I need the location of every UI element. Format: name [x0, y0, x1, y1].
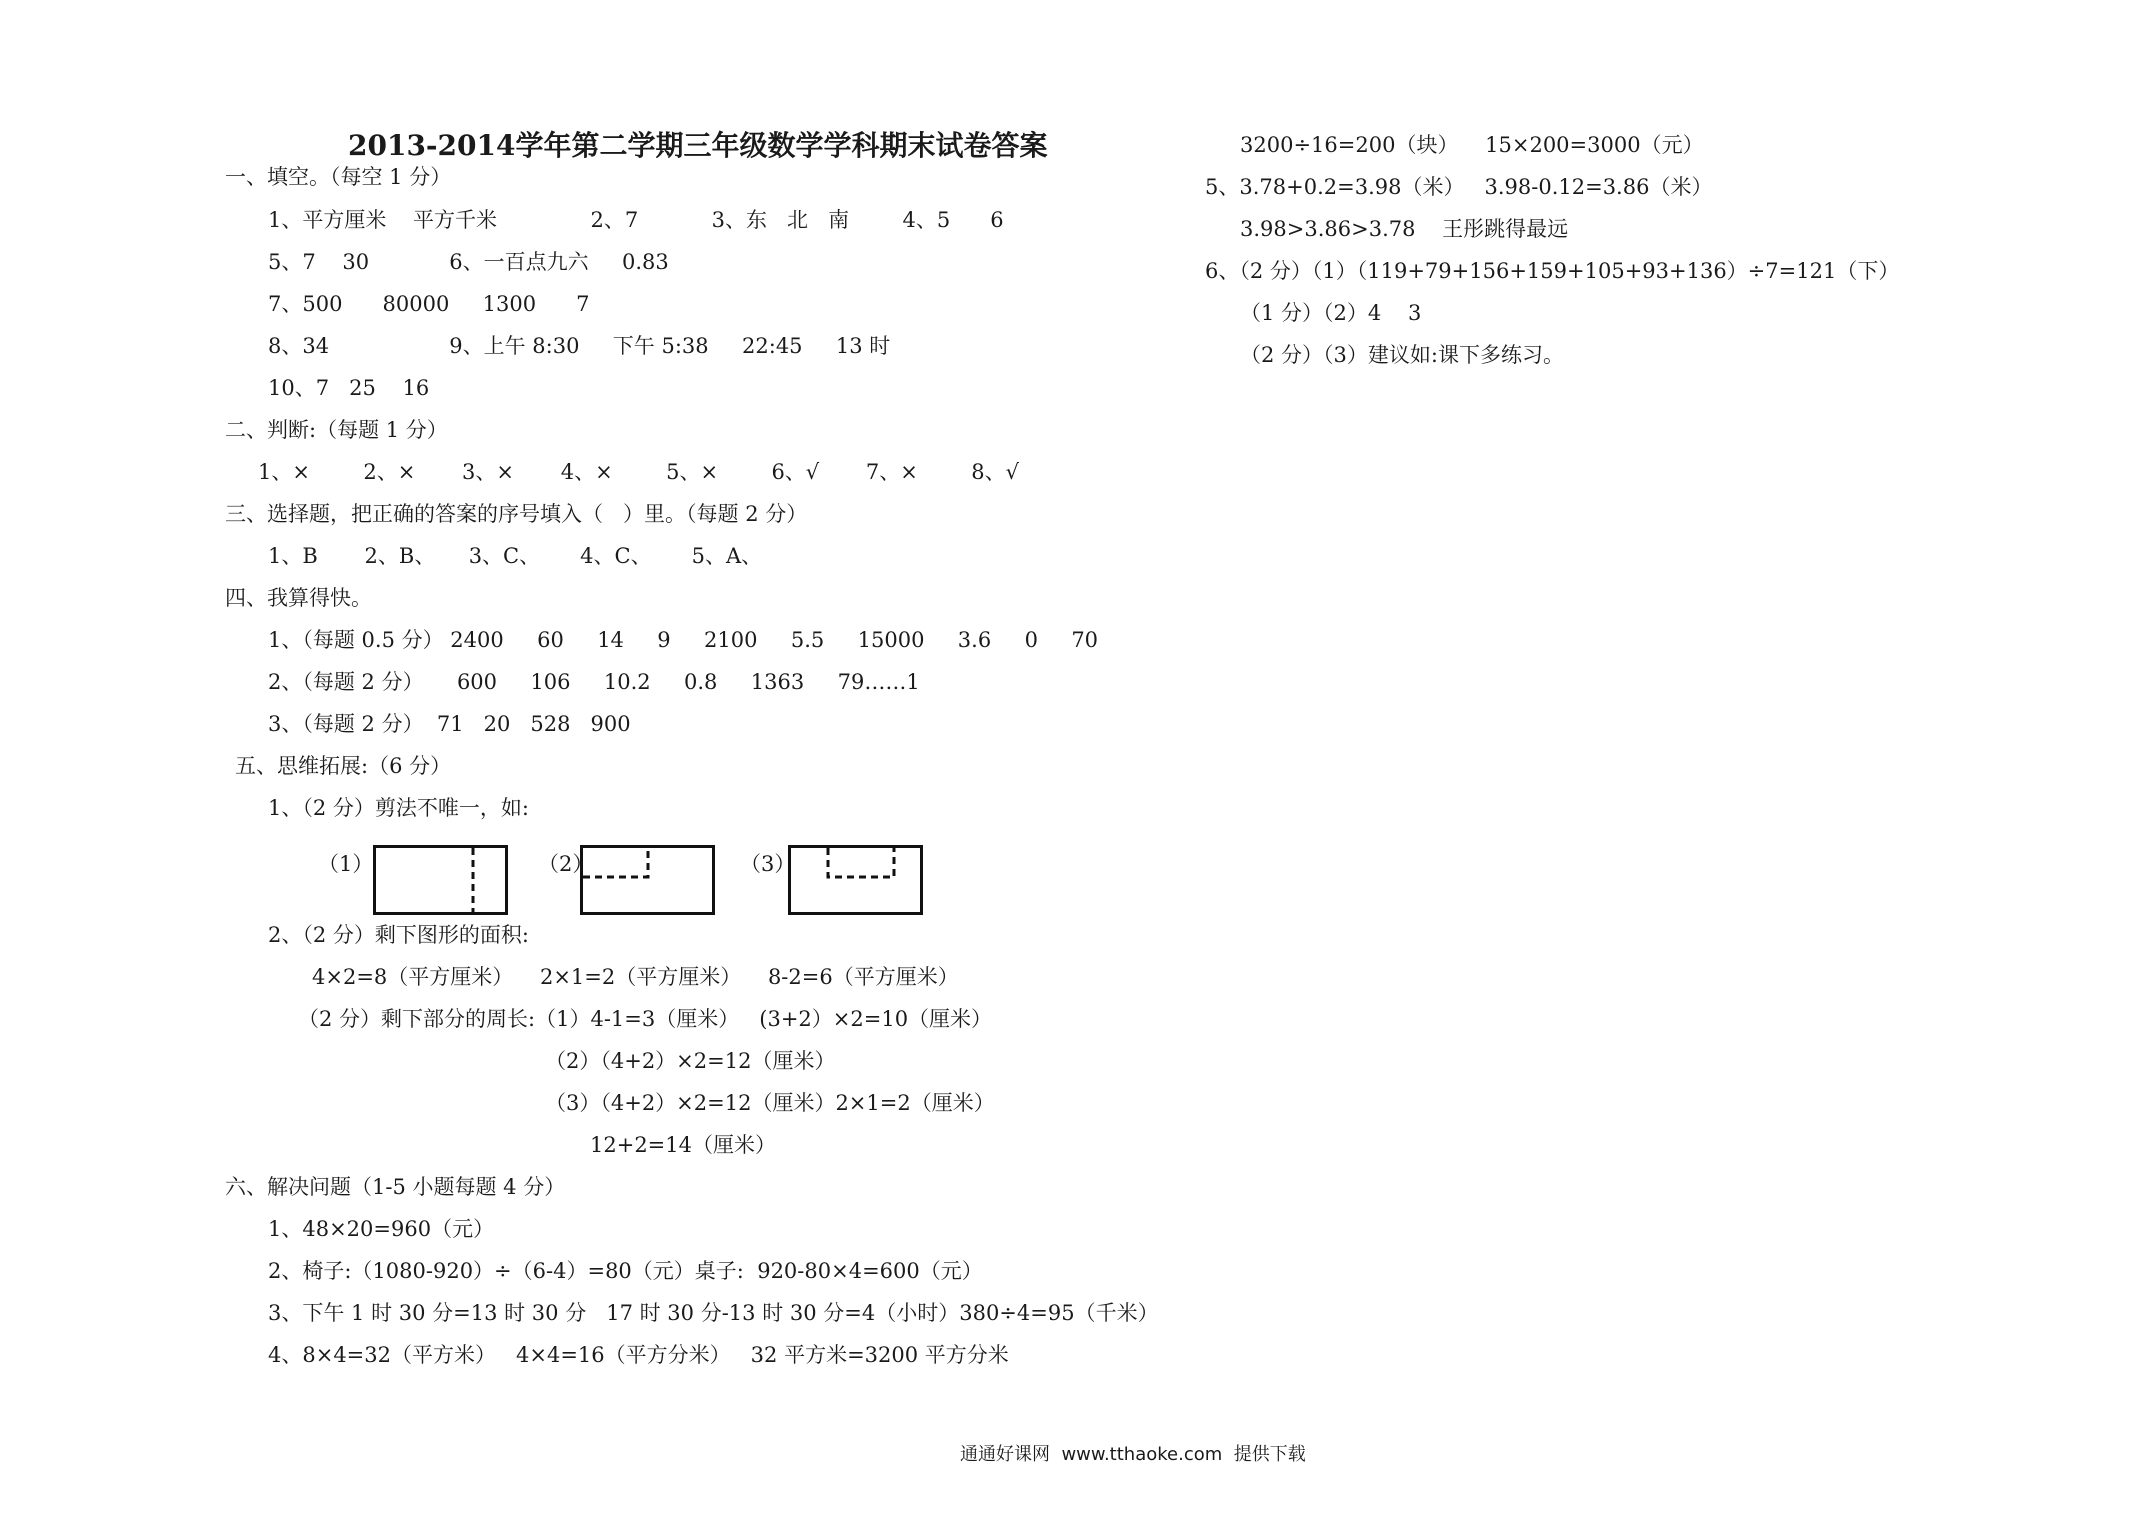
answer-line: （1 分）（2）4 3: [1240, 301, 1422, 325]
answer-line: （3）（4+2）×2=12（厘米）2×1=2（厘米）: [545, 1091, 995, 1115]
answer-line: （2 分）剩下部分的周长:（1）4-1=3（厘米） (3+2）×2=10（厘米）: [298, 1007, 993, 1031]
answer-line: 1、（2 分）剪法不唯一，如:: [268, 796, 529, 820]
answer-line: 1、48×20=960（元）: [268, 1217, 495, 1241]
answer-line: 六、解决问题（1-5 小题每题 4 分）: [225, 1175, 566, 1199]
answer-line: 4×2=8（平方厘米） 2×1=2（平方厘米） 8-2=6（平方厘米）: [312, 965, 959, 989]
answer-line: 10、7 25 16: [268, 376, 430, 400]
cut-figure-1: [373, 845, 508, 915]
figure-label: （3）: [740, 852, 796, 876]
figure-label: （1）: [318, 852, 374, 876]
answer-line: 二、判断:（每题 1 分）: [225, 418, 448, 442]
answer-line: 1、平方厘米 平方千米 2、7 3、东 北 南 4、5 6: [268, 208, 1004, 232]
answer-line: 6、（2 分）（1）（119+79+156+159+105+93+136）÷7=121（下）: [1205, 259, 1900, 283]
answer-line: 2、（每题 2 分） 600 106 10.2 0.8 1363 79……1: [268, 670, 920, 694]
cut-figure-3: [788, 845, 923, 915]
answer-line: （2 分）（3）建议如:课下多练习。: [1240, 343, 1564, 367]
answer-line: 8、34 9、上午 8:30 下午 5:38 22:45 13 时: [268, 334, 891, 358]
answer-line: 3、（每题 2 分） 71 20 528 900: [268, 712, 631, 736]
answer-line: 一、填空。（每空 1 分）: [225, 165, 452, 189]
answer-line: 5、3.78+0.2=3.98（米） 3.98-0.12=3.86（米）: [1205, 175, 1713, 199]
answer-line: 四、我算得快。: [225, 586, 372, 610]
answer-line: 7、500 80000 1300 7: [268, 292, 590, 316]
answer-line: 1、× 2、× 3、× 4、× 5、× 6、√ 7、× 8、√: [258, 460, 1020, 484]
answer-line: 5、7 30 6、一百点九六 0.83: [268, 250, 669, 274]
answer-line: 3.98>3.86>3.78 王彤跳得最远: [1240, 217, 1569, 241]
answer-line: 2、椅子:（1080-920）÷（6-4）=80（元）桌子: 920-80×4=600（元）: [268, 1259, 983, 1283]
footer-credit: 通通好课网 www.tthaoke.com 提供下载: [960, 1444, 1306, 1465]
answer-line: 1、（每题 0.5 分） 2400 60 14 9 2100 5.5 15000 3.6 0 70: [268, 628, 1099, 652]
answer-line: 12+2=14（厘米）: [590, 1133, 776, 1157]
answer-line: 4、8×4=32（平方米） 4×4=16（平方分米） 32 平方米=3200 平方分米: [268, 1343, 1009, 1367]
answer-line: （2）（4+2）×2=12（厘米）: [545, 1049, 836, 1073]
cut-figure-2: [580, 845, 715, 915]
answer-line: 三、选择题，把正确的答案的序号填入（ ）里。（每题 2 分）: [225, 502, 808, 526]
answer-line: 2、（2 分）剩下图形的面积:: [268, 923, 529, 947]
answer-line: 1、B 2、B、 3、C、 4、C、 5、A、: [268, 544, 763, 568]
answer-line: 五、思维拓展:（6 分）: [235, 754, 452, 778]
page-title: 2013-2014学年第二学期三年级数学学科期末试卷答案: [348, 129, 1048, 162]
answer-line: 3、下午 1 时 30 分=13 时 30 分 17 时 30 分-13 时 30 分=4（小时）380÷4=95（千米）: [268, 1301, 1159, 1325]
figure-label: （2）: [538, 852, 594, 876]
answer-line: 3200÷16=200（块） 15×200=3000（元）: [1240, 133, 1704, 157]
